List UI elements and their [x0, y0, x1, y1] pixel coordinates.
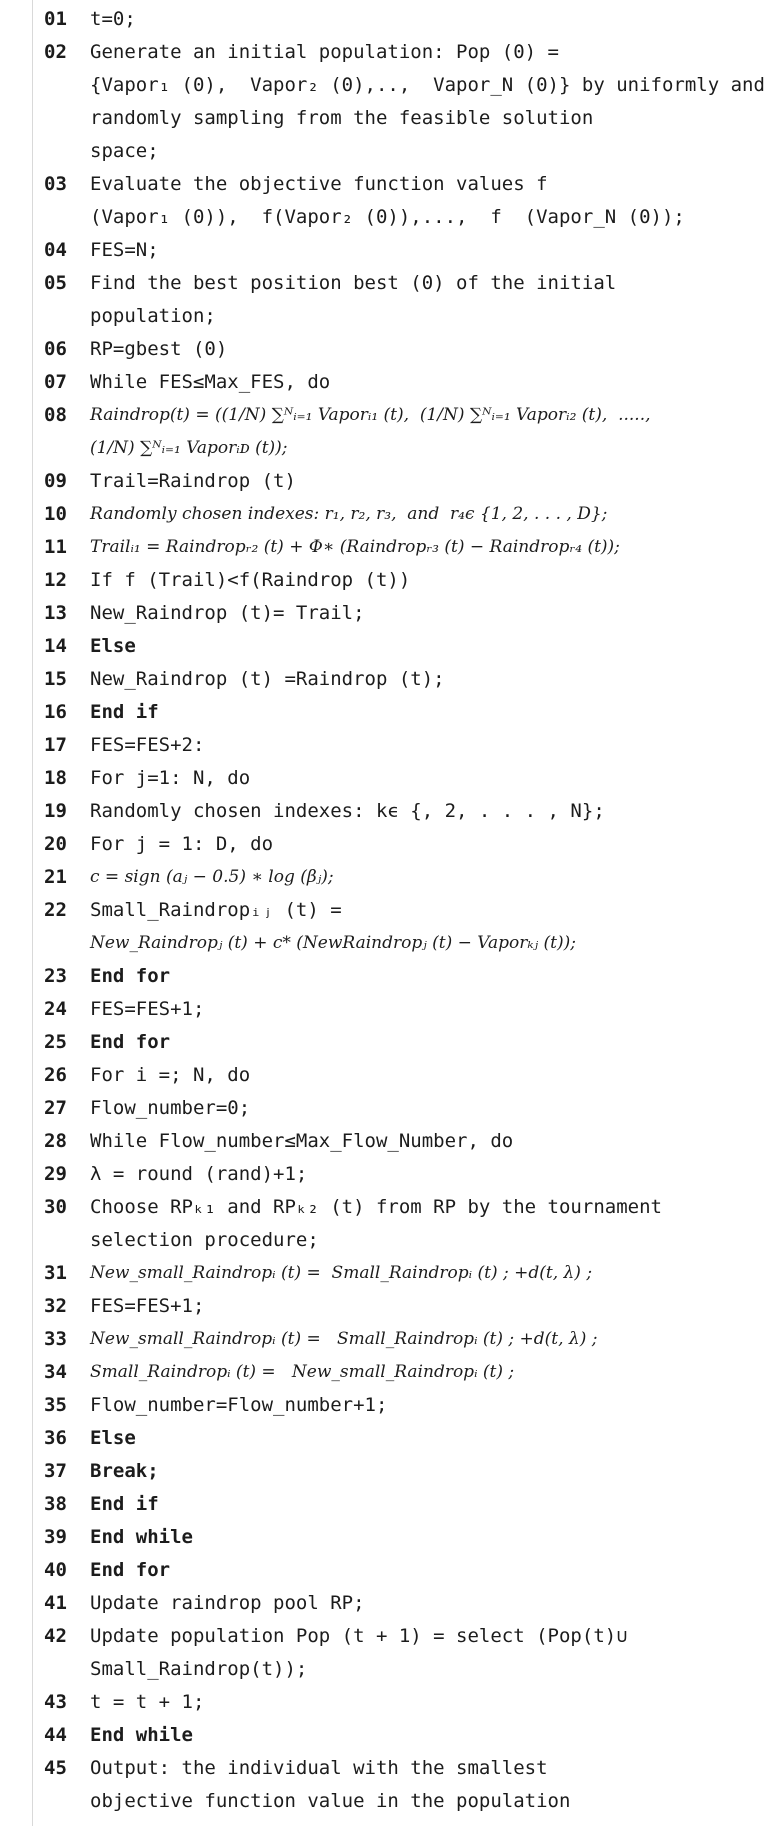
line-text: Else [90, 1427, 136, 1449]
listing-line [0, 1389, 679, 1422]
line-body [90, 861, 679, 894]
line-number: 11 [44, 536, 67, 558]
line-body [90, 531, 679, 564]
line-text: (Vapor₁ (0)), f(Vapor₂ (0)),..., f (Vapor_N (0)); [90, 206, 685, 228]
line-number: 10 [44, 503, 67, 525]
line-body [90, 1257, 679, 1290]
listing-line [0, 267, 679, 333]
line-text: Find the best position best (0) of the initial [90, 272, 617, 294]
line-number: 26 [44, 1064, 67, 1086]
line-text: Generate an initial population: Pop (0) = [90, 41, 559, 63]
line-body [90, 1059, 679, 1092]
line-text: End while [90, 1724, 193, 1746]
line-text: End for [90, 1559, 171, 1581]
listing-line [0, 168, 685, 234]
listing-line [0, 1191, 679, 1257]
line-body [90, 894, 679, 960]
listing-line [0, 1455, 679, 1488]
line-body [90, 630, 679, 663]
line-text: Evaluate the objective function values f [90, 173, 548, 195]
line-text: c = sign (aⱼ − 0.5) ∗ log (βⱼ); [90, 867, 334, 887]
listing-line [0, 1257, 679, 1290]
line-body [90, 960, 679, 993]
line-text: While FES≤Max_FES, do [90, 371, 331, 393]
line-number: 23 [44, 965, 67, 987]
line-number: 24 [44, 998, 67, 1020]
line-number: 19 [44, 800, 67, 822]
line-body [90, 729, 679, 762]
listing-line [0, 1521, 679, 1554]
line-number: 34 [44, 1361, 67, 1383]
line-body [90, 1455, 679, 1488]
line-number: 41 [44, 1592, 67, 1614]
line-number: 40 [44, 1559, 67, 1581]
listing-line [0, 1719, 679, 1752]
line-text: FES=FES+2: [90, 734, 205, 756]
line-number: 39 [44, 1526, 67, 1548]
line-text: Update population Pop (t + 1) = select (Pop(t)∪ [90, 1625, 628, 1647]
line-text: Trail=Raindrop (t) [90, 470, 296, 492]
line-text: New_Raindrop (t)= Trail; [90, 602, 365, 624]
line-text: {Vapor₁ (0), Vapor₂ (0),.., Vapor_N (0)} by uniformly and [90, 74, 765, 96]
listing-line [0, 960, 679, 993]
listing-line [0, 1323, 679, 1356]
listing-line [0, 894, 679, 960]
listing-line [0, 531, 679, 564]
line-number: 37 [44, 1460, 67, 1482]
line-text: population; [90, 305, 216, 327]
line-number: 22 [44, 899, 67, 921]
line-text: New_Raindrop (t) =Raindrop (t); [90, 668, 445, 690]
line-number: 31 [44, 1262, 67, 1284]
line-text: End if [90, 1493, 159, 1515]
listing-line [0, 465, 679, 498]
line-number: 44 [44, 1724, 67, 1746]
line-number: 17 [44, 734, 67, 756]
line-number: 12 [44, 569, 67, 591]
line-body [90, 267, 679, 333]
line-number: 36 [44, 1427, 67, 1449]
listing-line [0, 366, 679, 399]
line-body [90, 1323, 679, 1356]
line-body [90, 1389, 679, 1422]
line-text: Flow_number=0; [90, 1097, 251, 1119]
listing-line [0, 828, 679, 861]
listing-line [0, 3, 679, 36]
line-text: Randomly chosen indexes: r₁, r₂, r₃, and r₄ϵ {1, 2, . . . , D}; [90, 504, 608, 524]
line-body [90, 1719, 679, 1752]
line-text: Choose RPₖ₁ and RPₖ₂ (t) from RP by the tournament [90, 1196, 662, 1218]
line-body [90, 1191, 679, 1257]
line-body [90, 1752, 679, 1818]
line-text: Break; [90, 1460, 159, 1482]
listing-line [0, 1620, 679, 1686]
listing-line [0, 762, 679, 795]
line-number: 28 [44, 1130, 67, 1152]
line-number: 13 [44, 602, 67, 624]
line-body [90, 168, 691, 234]
listing-line [0, 729, 679, 762]
line-text: For j=1: N, do [90, 767, 251, 789]
line-number: 16 [44, 701, 67, 723]
line-body [90, 663, 679, 696]
line-number: 25 [44, 1031, 67, 1053]
line-number: 29 [44, 1163, 67, 1185]
listing-line [0, 564, 679, 597]
listing-line [0, 1092, 679, 1125]
line-number: 06 [44, 338, 67, 360]
line-body [90, 1290, 679, 1323]
line-text: End if [90, 701, 159, 723]
line-text: While Flow_number≤Max_Flow_Number, do [90, 1130, 514, 1152]
listing-line [0, 1488, 679, 1521]
line-number: 42 [44, 1625, 67, 1647]
listing-line [0, 1356, 679, 1389]
line-text: Output: the individual with the smallest [90, 1757, 548, 1779]
line-body [90, 1422, 679, 1455]
line-number: 35 [44, 1394, 67, 1416]
line-text: Small_Raindropᵢ (t) = New_small_Raindropᵢ (t) ; [90, 1362, 515, 1382]
listing-line [0, 795, 679, 828]
line-text: FES=N; [90, 239, 159, 261]
line-text: Small_Raindropᵢⱼ (t) = [90, 899, 342, 921]
listing-line [0, 333, 679, 366]
line-body [90, 498, 679, 531]
line-text: objective function value in the population [90, 1790, 571, 1812]
listing-line [0, 861, 679, 894]
line-number: 08 [44, 404, 67, 426]
line-body [90, 762, 679, 795]
listing-line [0, 399, 679, 465]
line-number: 14 [44, 635, 67, 657]
line-number: 27 [44, 1097, 67, 1119]
line-body [90, 1026, 679, 1059]
line-text: New_Raindropⱼ (t) + c* (NewRaindropⱼ (t) − Vaporₖⱼ (t)); [90, 933, 576, 953]
line-number: 45 [44, 1757, 67, 1779]
line-text: randomly sampling from the feasible solution [90, 107, 594, 129]
line-text: selection procedure; [90, 1229, 319, 1251]
line-text: For i =; N, do [90, 1064, 251, 1086]
line-text: For j = 1: D, do [90, 833, 274, 855]
line-number: 20 [44, 833, 67, 855]
line-number: 38 [44, 1493, 67, 1515]
line-number: 18 [44, 767, 67, 789]
line-number: 02 [44, 41, 67, 63]
line-body [90, 3, 679, 36]
line-text: FES=FES+1; [90, 998, 205, 1020]
line-body [90, 1092, 679, 1125]
line-text: Else [90, 635, 136, 657]
line-number: 07 [44, 371, 67, 393]
line-body [90, 1587, 679, 1620]
line-body [90, 828, 679, 861]
line-text: space; [90, 140, 159, 162]
line-number: 01 [44, 8, 67, 30]
line-body [90, 1158, 679, 1191]
listing-line [0, 1026, 679, 1059]
line-body [90, 1356, 679, 1389]
listing-line [0, 1125, 679, 1158]
line-body [90, 564, 679, 597]
listing-line [0, 1290, 679, 1323]
line-number: 32 [44, 1295, 67, 1317]
line-number: 15 [44, 668, 67, 690]
listing-line [0, 1686, 679, 1719]
line-number: 21 [44, 866, 67, 888]
line-text: New_small_Raindropᵢ (t) = Small_Raindropᵢ (t) ; +d(t, λ) ; [90, 1263, 593, 1283]
line-body [90, 1554, 679, 1587]
line-text: λ = round (rand)+1; [90, 1163, 308, 1185]
line-body [90, 399, 679, 465]
line-body [90, 366, 679, 399]
line-body [90, 597, 679, 630]
listing-line [0, 1554, 679, 1587]
line-text: End for [90, 965, 171, 987]
listing-line [0, 1158, 679, 1191]
listing-line [0, 1752, 679, 1818]
listing-line [0, 498, 679, 531]
listing-line [0, 993, 679, 1026]
line-body [90, 1125, 679, 1158]
line-body [90, 1488, 679, 1521]
line-text: FES=FES+1; [90, 1295, 205, 1317]
listing-line [0, 1422, 679, 1455]
line-text: If f (Trail)<f(Raindrop (t)) [90, 569, 411, 591]
line-body [90, 234, 679, 267]
line-body [90, 465, 679, 498]
line-number: 05 [44, 272, 67, 294]
line-text: t = t + 1; [90, 1691, 205, 1713]
line-text: Update raindrop pool RP; [90, 1592, 365, 1614]
line-text: Small_Raindrop(t)); [90, 1658, 308, 1680]
line-body [90, 696, 679, 729]
line-text: New_small_Raindropᵢ (t) = Small_Raindropᵢ (t) ; +d(t, λ) ; [90, 1329, 598, 1349]
line-text: (1/N) ∑ᴺᵢ₌₁ Vaporᵢᴅ (t)); [90, 438, 288, 458]
listing-line [0, 663, 679, 696]
listing-line [0, 1587, 679, 1620]
listing-line [0, 597, 679, 630]
line-number: 30 [44, 1196, 67, 1218]
listing-line [0, 234, 679, 267]
line-number: 09 [44, 470, 67, 492]
line-body [90, 1521, 679, 1554]
listing-line [0, 1059, 679, 1092]
line-text: End while [90, 1526, 193, 1548]
listing-line [0, 36, 765, 168]
line-number: 43 [44, 1691, 67, 1713]
listing-line [0, 696, 679, 729]
line-text: Flow_number=Flow_number+1; [90, 1394, 388, 1416]
line-number: 33 [44, 1328, 67, 1350]
line-number: 04 [44, 239, 67, 261]
line-text: End for [90, 1031, 171, 1053]
line-body [90, 993, 679, 1026]
line-text: Randomly chosen indexes: kϵ {, 2, . . . , N}; [90, 800, 605, 822]
listing-line [0, 630, 679, 663]
line-number: 03 [44, 173, 67, 195]
line-body [90, 1620, 679, 1686]
line-text: RP=gbest (0) [90, 338, 228, 360]
line-body [90, 333, 679, 366]
line-text: Trailᵢ₁ = Raindropᵣ₂ (t) + Φ∗ (Raindropᵣ₃ (t) − Raindropᵣ₄ (t)); [90, 537, 620, 557]
line-body [90, 795, 679, 828]
line-text: t=0; [90, 8, 136, 30]
line-body [90, 1686, 679, 1719]
line-text: Raindrop(t) = ((1/N) ∑ᴺᵢ₌₁ Vaporᵢ₁ (t), (1/N) ∑ᴺᵢ₌₁ Vaporᵢ₂ (t), ....., [90, 405, 651, 425]
line-body [90, 36, 771, 168]
